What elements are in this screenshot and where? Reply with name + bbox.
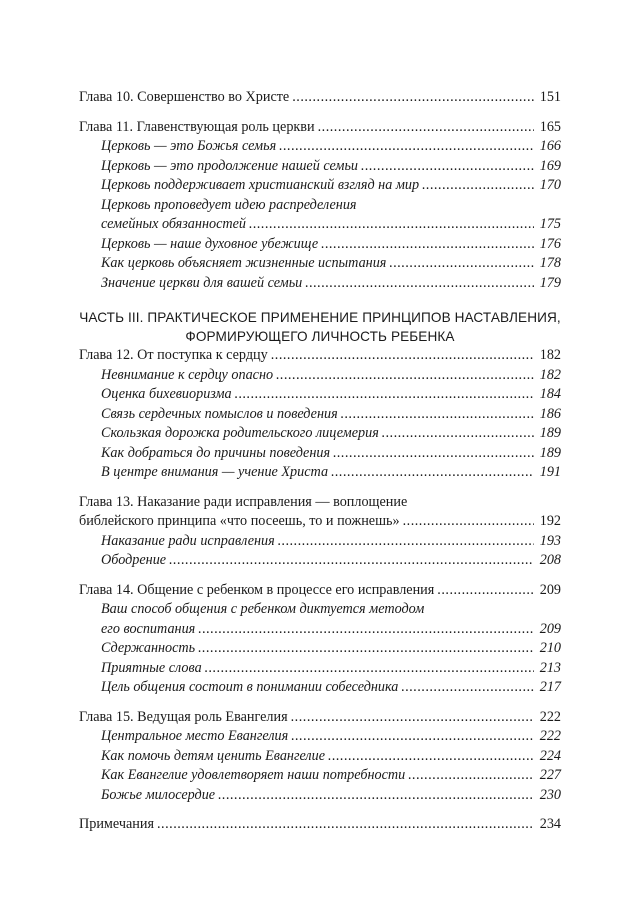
toc-section[interactable] <box>79 766 561 786</box>
section-title: Наказание ради исправления <box>101 532 275 549</box>
toc-section[interactable] <box>79 444 561 464</box>
section-title: Как Евангелие удовлетворяет наши потребности <box>101 767 406 783</box>
dot-leader <box>341 405 534 425</box>
dot-leader <box>305 274 534 294</box>
dot-leader <box>291 708 534 728</box>
page-number: 192 <box>539 513 561 529</box>
section-title: Приятные слова <box>101 659 202 676</box>
dot-leader <box>403 512 534 532</box>
dot-leader <box>408 766 534 786</box>
page-number: 222 <box>539 728 561 744</box>
page-number: 169 <box>539 157 561 174</box>
dot-leader <box>291 727 534 747</box>
page-number: 209 <box>539 620 561 637</box>
page-number: 176 <box>539 235 561 252</box>
dot-leader <box>328 747 534 767</box>
dot-leader <box>292 88 534 108</box>
toc-section[interactable] <box>79 137 561 157</box>
chapter-title-line2: библейского принципа «что посеешь, то и пожнешь» <box>79 513 400 529</box>
toc-section[interactable] <box>79 532 561 552</box>
dot-leader <box>389 254 534 274</box>
toc-section[interactable] <box>79 639 561 659</box>
chapter-title: Глава 12. От поступка к сердцу <box>79 347 268 363</box>
toc-section[interactable] <box>79 176 561 196</box>
section-title: Значение церкви для вашей семьи <box>101 274 303 291</box>
toc-chapter-10[interactable] <box>79 88 561 108</box>
section-title: Как добраться до причины поведения <box>101 444 331 461</box>
page-number: 222 <box>539 708 561 725</box>
toc-section[interactable] <box>79 424 561 444</box>
section-title: Цель общения состоит в понимании собеседника <box>101 679 399 695</box>
section-title: Ободрение <box>101 552 167 568</box>
dot-leader <box>382 424 534 444</box>
page-number: 217 <box>539 679 561 695</box>
section-title-line2: его воспитания <box>101 620 196 637</box>
toc-section[interactable] <box>79 405 561 425</box>
section-title: Сдержанность <box>101 640 196 656</box>
toc-chapter-11[interactable] <box>79 118 561 138</box>
toc-section[interactable] <box>79 600 561 639</box>
page-number: 170 <box>539 177 561 193</box>
dot-leader <box>331 463 534 483</box>
toc-section[interactable] <box>79 366 561 386</box>
toc-chapter-14[interactable] <box>79 581 561 601</box>
page-number: 213 <box>539 659 561 676</box>
dot-leader <box>169 551 534 571</box>
dot-leader <box>218 786 534 806</box>
dot-leader <box>276 366 534 386</box>
page-number: 182 <box>539 347 561 363</box>
toc-section[interactable] <box>79 463 561 483</box>
toc-notes[interactable] <box>79 815 561 835</box>
chapter-title-line1: Глава 13. Наказание ради исправления — воплощение <box>79 493 408 510</box>
table-of-contents <box>79 88 561 835</box>
page-number: 193 <box>539 532 561 549</box>
toc-chapter-15[interactable] <box>79 708 561 728</box>
dot-leader <box>249 215 534 235</box>
page-number: 178 <box>539 255 561 271</box>
dot-leader <box>271 346 534 366</box>
dot-leader <box>157 815 534 835</box>
section-title-line2: семейных обязанностей <box>101 216 247 232</box>
toc-section[interactable] <box>79 678 561 698</box>
toc-section[interactable] <box>79 659 561 679</box>
section-title: Церковь — наше духовное убежище <box>101 235 319 252</box>
part-heading-line1: ЧАСТЬ III. ПРАКТИЧЕСКОЕ ПРИМЕНЕНИЕ ПРИНЦИПОВ НАСТАВЛЕНИЯ, <box>79 310 561 325</box>
chapter-title: Глава 11. Главенствующая роль церкви <box>79 118 315 135</box>
toc-section[interactable] <box>79 747 561 767</box>
dot-leader <box>198 620 534 640</box>
page-number: 210 <box>539 640 561 656</box>
dot-leader <box>333 444 534 464</box>
chapter-title: Глава 10. Совершенство во Христе <box>79 89 290 105</box>
section-title: Церковь — это Божья семья <box>101 138 277 154</box>
section-title: Божье милосердие <box>101 786 216 803</box>
page-number: 184 <box>539 386 561 402</box>
section-title: Церковь поддерживает христианский взгляд на мир <box>101 177 420 193</box>
chapter-title: Примечания <box>79 816 154 832</box>
dot-leader <box>321 235 534 255</box>
section-title: В центре внимания — учение Христа <box>101 464 329 480</box>
toc-section[interactable] <box>79 157 561 177</box>
dot-leader <box>401 678 534 698</box>
toc-section[interactable] <box>79 786 561 806</box>
page-number: 191 <box>539 464 561 480</box>
part-heading <box>71 308 569 346</box>
page-number: 209 <box>539 581 561 598</box>
chapter-title: Глава 14. Общение с ребенком в процессе его исправления <box>79 581 435 598</box>
section-title: Связь сердечных помыслов и поведения <box>101 405 338 422</box>
page-number: 175 <box>539 216 561 232</box>
dot-leader <box>422 176 534 196</box>
section-title: Центральное место Евангелия <box>101 728 289 744</box>
page-number: 208 <box>539 552 561 568</box>
dot-leader <box>205 659 534 679</box>
dot-leader <box>437 581 534 601</box>
page-number: 165 <box>539 118 561 135</box>
page-number: 224 <box>539 747 561 764</box>
dot-leader <box>361 157 534 177</box>
dot-leader <box>318 118 534 138</box>
page-number: 166 <box>539 138 561 154</box>
section-title-line1: Ваш способ общения с ребенком диктуется методом <box>101 601 425 617</box>
page-number: 151 <box>539 89 561 105</box>
section-title: Оценка бихевиоризма <box>101 386 232 402</box>
toc-section[interactable] <box>79 385 561 405</box>
section-title: Невнимание к сердцу опасно <box>101 366 274 383</box>
toc-chapter-13[interactable] <box>79 493 561 532</box>
chapter-title: Глава 15. Ведущая роль Евангелия <box>79 708 288 725</box>
dot-leader <box>278 532 534 552</box>
part-heading-line2: ФОРМИРУЮЩЕГО ЛИЧНОСТЬ РЕБЕНКА <box>185 329 455 344</box>
section-title: Скользкая дорожка родительского лицемерия <box>101 425 379 441</box>
page-number: 234 <box>539 816 561 832</box>
page-number: 179 <box>539 274 561 291</box>
page-number: 227 <box>539 767 561 783</box>
page-number: 189 <box>539 444 561 461</box>
section-title-line1: Церковь проповедует идею распределения <box>101 196 357 213</box>
section-title: Церковь — это продолжение нашей семьи <box>101 157 359 174</box>
toc-section[interactable] <box>79 551 561 571</box>
dot-leader <box>235 385 534 405</box>
dot-leader <box>279 137 534 157</box>
dot-leader <box>198 639 534 659</box>
page-number: 182 <box>539 366 561 383</box>
page-number: 186 <box>539 405 561 422</box>
toc-section[interactable] <box>79 274 561 294</box>
toc-section[interactable] <box>79 727 561 747</box>
section-title: Как помочь детям ценить Евангелие <box>101 747 326 764</box>
toc-section[interactable] <box>79 196 561 235</box>
page-number: 189 <box>539 425 561 441</box>
toc-section[interactable] <box>79 254 561 274</box>
toc-chapter-12[interactable] <box>79 346 561 366</box>
toc-section[interactable] <box>79 235 561 255</box>
section-title: Как церковь объясняет жизненные испытания <box>101 255 387 271</box>
page-number: 230 <box>539 786 561 803</box>
